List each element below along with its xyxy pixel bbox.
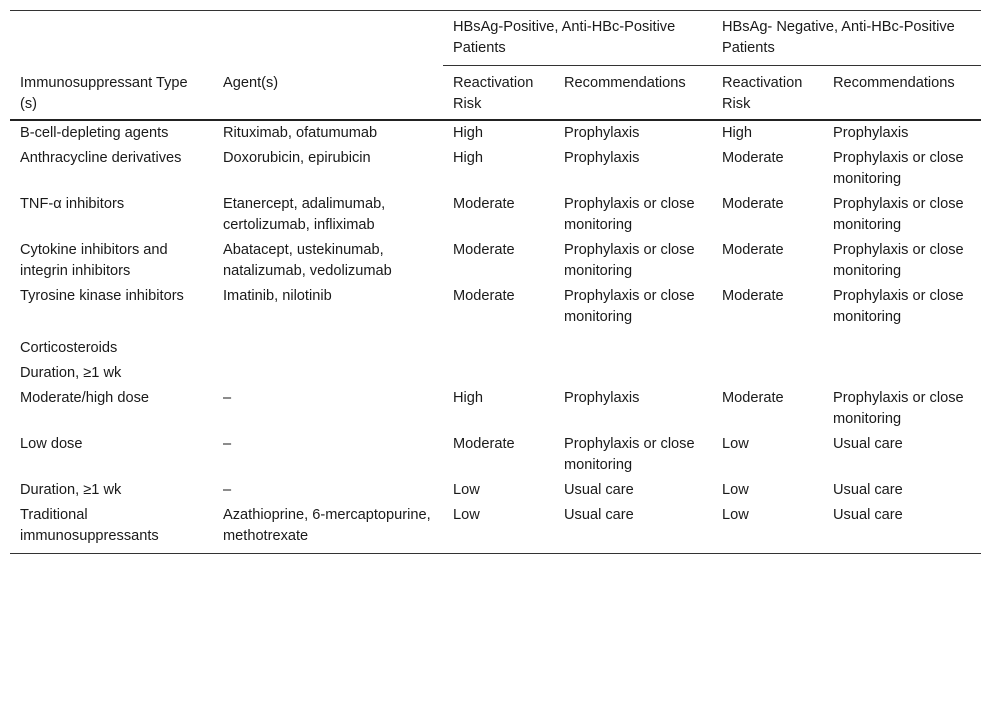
table-row [10, 386, 981, 432]
cell-reactivation-risk-positive: High [453, 390, 484, 406]
cell-recommendations-positive: Prophylaxis or close monitoring [564, 436, 695, 473]
header-reactivation-risk-negative: Reactivation Risk [712, 66, 823, 121]
cell-agents: Rituximab, ofatumumab [223, 125, 378, 141]
header-agents: Agent(s) [213, 66, 443, 121]
table-body [10, 120, 981, 554]
header-column-row [10, 66, 981, 121]
cell-recommendations-positive: Prophylaxis [564, 125, 640, 141]
cell-recommendations-positive: Prophylaxis or close monitoring [564, 242, 695, 279]
table-row [10, 478, 981, 503]
header-reactivation-risk-positive: Reactivation Risk [443, 66, 554, 121]
cell-reactivation-risk-positive [443, 330, 554, 361]
cell-immunosuppressant-type: Duration, ≥1 wk [20, 482, 122, 498]
cell-agents: – [223, 482, 232, 498]
cell-recommendations-negative: Usual care [833, 436, 903, 452]
cell-reactivation-risk-positive: Low [443, 503, 554, 554]
cell-reactivation-risk-negative: High [722, 125, 753, 141]
cell-reactivation-risk-negative: Moderate [722, 242, 784, 258]
cell-reactivation-risk-positive: Low [453, 482, 480, 498]
cell-immunosuppressant-type: Duration, ≥1 wk [20, 365, 122, 381]
cell-recommendations-positive: Prophylaxis or close monitoring [564, 288, 695, 325]
cell-reactivation-risk-positive: Moderate [453, 288, 515, 304]
cell-reactivation-risk-negative: Moderate [722, 196, 784, 212]
cell-reactivation-risk-negative: Low [712, 503, 823, 554]
table-row [10, 120, 981, 146]
cell-recommendations-negative: Prophylaxis or close monitoring [833, 390, 964, 427]
hbv-reactivation-table [10, 10, 981, 554]
cell-agents [213, 361, 443, 386]
cell-reactivation-risk-positive: High [453, 150, 484, 166]
cell-recommendations-negative: Usual care [833, 482, 903, 498]
cell-reactivation-risk-negative: Low [722, 482, 749, 498]
cell-recommendations-positive: Usual care [554, 503, 712, 554]
cell-agents: – [223, 436, 232, 452]
cell-recommendations-positive: Prophylaxis or close monitoring [564, 196, 695, 233]
cell-immunosuppressant-type: TNF-α inhibitors [20, 196, 125, 212]
cell-agents: Etanercept, adalimumab, certolizumab, infliximab [223, 196, 386, 233]
cell-agents: Azathioprine, 6-mercaptopurine, methotrexate [213, 503, 443, 554]
cell-recommendations-positive: Prophylaxis [564, 150, 640, 166]
cell-recommendations-positive: Usual care [564, 482, 634, 498]
header-empty-cell [213, 11, 443, 66]
table-row [10, 238, 981, 284]
cell-immunosuppressant-type: B-cell-depleting agents [20, 125, 169, 141]
cell-reactivation-risk-negative: Moderate [722, 288, 784, 304]
table-row [10, 361, 981, 386]
cell-reactivation-risk-positive: Moderate [453, 242, 515, 258]
cell-reactivation-risk-negative: Moderate [722, 390, 784, 406]
cell-recommendations-negative: Usual care [823, 503, 981, 554]
cell-recommendations-negative: Prophylaxis [833, 125, 909, 141]
cell-immunosuppressant-type: Cytokine inhibitors and integrin inhibitors [20, 242, 168, 279]
cell-agents: Doxorubicin, epirubicin [223, 150, 371, 166]
cell-recommendations-positive [554, 361, 712, 386]
cell-reactivation-risk-negative: Moderate [722, 150, 784, 166]
header-recommendations-negative: Recommendations [823, 66, 981, 121]
header-empty-cell [10, 11, 213, 66]
cell-recommendations-negative [823, 361, 981, 386]
cell-agents: Abatacept, ustekinumab, natalizumab, vedolizumab [223, 242, 392, 279]
cell-immunosuppressant-type: Traditional immunosuppressants [10, 503, 213, 554]
cell-recommendations-negative: Prophylaxis or close monitoring [833, 196, 964, 233]
cell-immunosuppressant-type: Moderate/high dose [20, 390, 149, 406]
header-recommendations-positive: Recommendations [554, 66, 712, 121]
header-immunosuppressant-type: Immunosuppressant Type (s) [10, 66, 213, 121]
cell-recommendations-negative: Prophylaxis or close monitoring [833, 288, 964, 325]
cell-reactivation-risk-negative [712, 330, 823, 361]
cell-recommendations-positive: Prophylaxis [564, 390, 640, 406]
table-row [10, 284, 981, 330]
cell-recommendations-positive [554, 330, 712, 361]
table-row [10, 330, 981, 361]
header-group-positive: HBsAg-Positive, Anti-HBc-Positive Patients [443, 11, 712, 66]
header-group-negative: HBsAg- Negative, Anti-HBc-Positive Patients [712, 11, 981, 66]
cell-reactivation-risk-positive [443, 361, 554, 386]
table-row [10, 432, 981, 478]
cell-reactivation-risk-positive: Moderate [453, 436, 515, 452]
cell-agents: – [223, 390, 232, 406]
cell-agents: Imatinib, nilotinib [223, 288, 332, 304]
cell-recommendations-negative: Prophylaxis or close monitoring [833, 242, 964, 279]
cell-immunosuppressant-type: Low dose [20, 436, 83, 452]
cell-immunosuppressant-type: Anthracycline derivatives [20, 150, 182, 166]
table-row [10, 192, 981, 238]
hbv-reactivation-table-container [10, 10, 981, 554]
cell-reactivation-risk-positive: Moderate [453, 196, 515, 212]
cell-reactivation-risk-negative [712, 361, 823, 386]
cell-recommendations-negative [823, 330, 981, 361]
header-group-row [10, 11, 981, 66]
cell-agents [213, 330, 443, 361]
cell-immunosuppressant-type: Tyrosine kinase inhibitors [20, 288, 184, 304]
cell-immunosuppressant-type: Corticosteroids [20, 340, 118, 356]
table-row [10, 146, 981, 192]
table-row [10, 503, 981, 554]
cell-reactivation-risk-negative: Low [722, 436, 749, 452]
cell-recommendations-negative: Prophylaxis or close monitoring [833, 150, 964, 187]
cell-reactivation-risk-positive: High [453, 125, 484, 141]
